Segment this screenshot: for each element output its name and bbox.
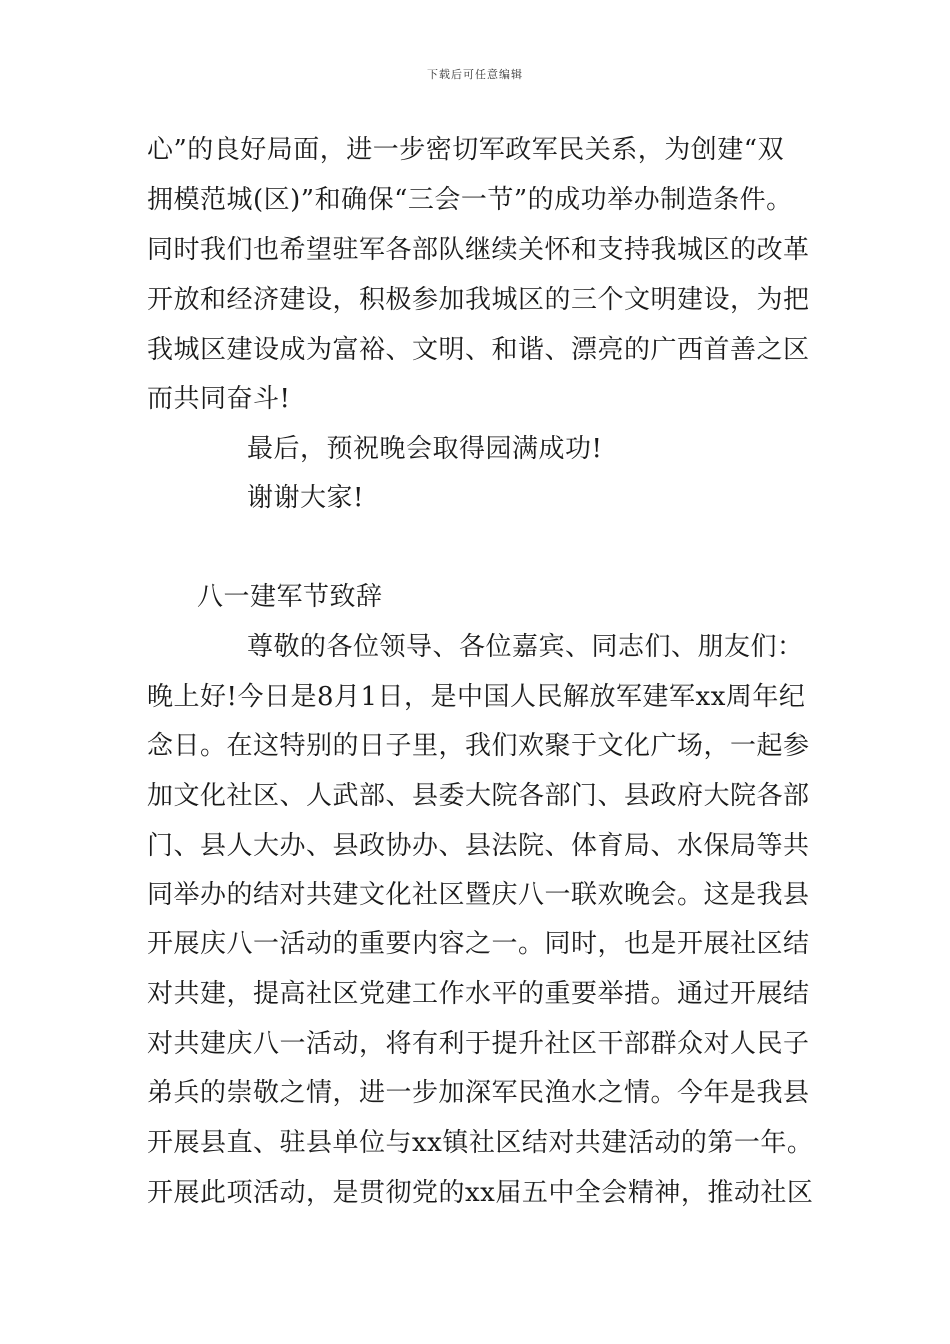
paragraph-line: 而共同奋斗! [147,384,291,414]
header-note: 下载后可任意编辑 [427,68,523,81]
paragraph-line: 拥模范城(区)”和确保“三会一节”的成功举办制造条件。 [147,185,793,215]
paragraph-line: 对共建，提高社区党建工作水平的重要举措。通过开展结 [147,979,810,1009]
section-title: 八一建军节致辞 [197,582,383,612]
paragraph-line: 开放和经济建设，积极参加我城区的三个文明建设，为把 [147,285,810,315]
paragraph-line: 开展此项活动，是贯彻党的xx届五中全会精神，推动社区 [147,1178,814,1208]
closing-thanks: 谢谢大家! [247,483,364,513]
paragraph-line: 晚上好!今日是8月1日，是中国人民解放军建军xx周年纪 [147,682,806,712]
paragraph-line: 加文化社区、人武部、县委大院各部门、县政府大院各部 [147,781,810,811]
paragraph-line: 同时我们也希望驻军各部队继续关怀和支持我城区的改革 [147,235,810,265]
paragraph-line: 对共建庆八一活动，将有利于提升社区干部群众对人民子 [147,1029,810,1059]
paragraph-line: 念日。在这特别的日子里，我们欢聚于文化广场，一起参 [147,731,810,761]
paragraph-line: 弟兵的崇敬之情，进一步加深军民渔水之情。今年是我县 [147,1078,810,1108]
paragraph-line: 开展庆八一活动的重要内容之一。同时，也是开展社区结 [147,929,810,959]
paragraph-line: 开展县直、驻县单位与xx镇社区结对共建活动的第一年。 [147,1128,814,1158]
salutation: 尊敬的各位领导、各位嘉宾、同志们、朋友们： [247,632,804,662]
closing-wish: 最后，预祝晚会取得园满成功! [247,434,603,464]
paragraph-line: 心”的良好局面，进一步密切军政军民关系，为创建“双 [147,135,785,165]
paragraph-line: 同举办的结对共建文化社区暨庆八一联欢晚会。这是我县 [147,880,810,910]
paragraph-line: 我城区建设成为富裕、文明、和谐、漂亮的广西首善之区 [147,335,810,365]
paragraph-line: 门、县人大办、县政协办、县法院、体育局、水保局等共 [147,831,810,861]
